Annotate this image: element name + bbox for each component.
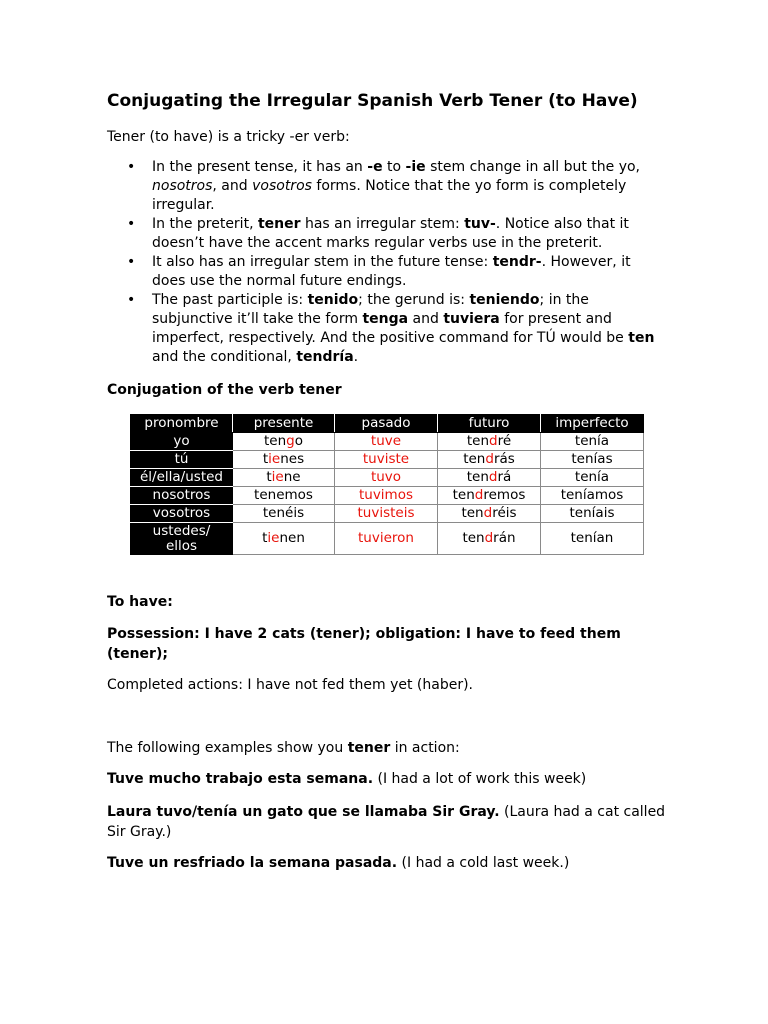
past-cell: tuvo — [335, 469, 438, 487]
column-header: presente — [233, 415, 335, 433]
table-row — [131, 505, 644, 523]
example-sentence: Tuve un resfriado la semana pasada. (I had a cold last week.) — [107, 855, 570, 871]
example-sentence: Tuve mucho trabajo esta semana. (I had a lot of work this week) — [107, 771, 587, 787]
present-cell: tienes — [233, 451, 335, 469]
page-title: Conjugating the Irregular Spanish Verb Tener (to Have) — [107, 91, 638, 111]
pronoun-cell: tú — [131, 451, 233, 469]
imperfect-cell: tenían — [541, 523, 644, 555]
intro-paragraph: Tener (to have) is a tricky -er verb: — [107, 129, 350, 145]
imperfect-cell: tenías — [541, 451, 644, 469]
future-cell: tendrá — [438, 469, 541, 487]
table-row — [131, 451, 644, 469]
list-item: • In the preterit, tener has an irregular stem: tuv-. Notice also that it doesn’t have the accent marks regular verbs use in the preterit. — [107, 215, 667, 253]
future-cell: tendréis — [438, 505, 541, 523]
pronoun-cell: nosotros — [131, 487, 233, 505]
imperfect-cell: tenía — [541, 433, 644, 451]
examples-intro: The following examples show you tener in action: — [107, 740, 460, 756]
past-cell: tuvieron — [335, 523, 438, 555]
list-item: • The past participle is: tenido; the gerund is: teniendo; in the subjunctive it’ll take the form tenga and tuviera for present and imperfect, respectively. And the positive command for TÚ would be ten and the conditional, tendría. — [107, 291, 667, 367]
completed-actions-paragraph: Completed actions: I have not fed them yet (haber). — [107, 677, 473, 693]
table-row — [131, 469, 644, 487]
imperfect-cell: teníais — [541, 505, 644, 523]
column-header: imperfecto — [541, 415, 644, 433]
column-header: pasado — [335, 415, 438, 433]
table-heading: Conjugation of the verb tener — [107, 382, 342, 398]
present-cell: tenemos — [233, 487, 335, 505]
present-cell: tiene — [233, 469, 335, 487]
to-have-heading: To have: — [107, 594, 173, 610]
pronoun-cell: ustedes/ ellos — [131, 523, 233, 555]
pronoun-cell: vosotros — [131, 505, 233, 523]
table-header-row — [131, 415, 644, 433]
list-item: • It also has an irregular stem in the future tense: tendr-. However, it does use the normal future endings. — [107, 253, 667, 291]
imperfect-cell: tenía — [541, 469, 644, 487]
conjugation-table — [130, 414, 644, 555]
column-header: futuro — [438, 415, 541, 433]
present-cell: tenéis — [233, 505, 335, 523]
bullet-list — [107, 158, 667, 367]
table-row — [131, 523, 644, 555]
table-row — [131, 433, 644, 451]
list-item: • In the present tense, it has an -e to -ie stem change in all but the yo, nosotros, and vosotros forms. Notice that the yo form is completely irregular. — [107, 158, 667, 215]
future-cell: tendrán — [438, 523, 541, 555]
pronoun-cell: yo — [131, 433, 233, 451]
past-cell: tuve — [335, 433, 438, 451]
example-sentence: Laura tuvo/tenía un gato que se llamaba Sir Gray. (Laura had a cat called Sir Gray.) — [107, 804, 666, 840]
column-header: pronombre — [131, 415, 233, 433]
future-cell: tendré — [438, 433, 541, 451]
present-cell: tengo — [233, 433, 335, 451]
pronoun-cell: él/ella/usted — [131, 469, 233, 487]
past-cell: tuvimos — [335, 487, 438, 505]
possession-paragraph: Possession: I have 2 cats (tener); obligation: I have to feed them (tener); — [107, 626, 621, 662]
imperfect-cell: teníamos — [541, 487, 644, 505]
past-cell: tuviste — [335, 451, 438, 469]
present-cell: tienen — [233, 523, 335, 555]
future-cell: tendremos — [438, 487, 541, 505]
future-cell: tendrás — [438, 451, 541, 469]
past-cell: tuvisteis — [335, 505, 438, 523]
table-row — [131, 487, 644, 505]
